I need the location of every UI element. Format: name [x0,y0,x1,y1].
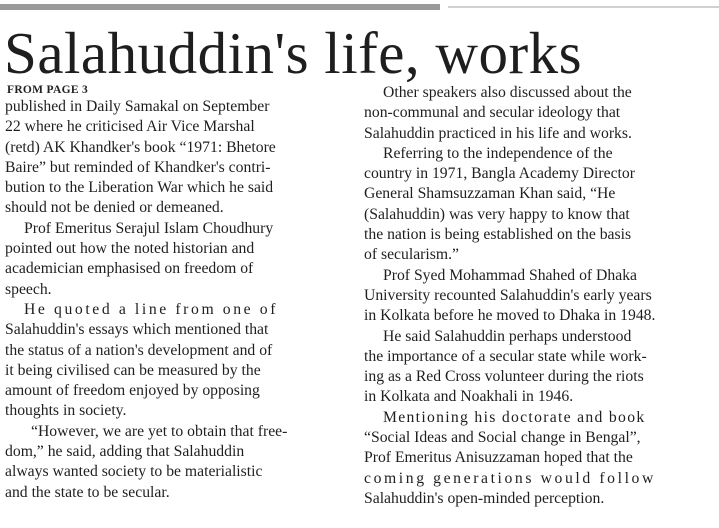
text-line: academician emphasised on freedom of [5,260,254,278]
text-line: the importance of a secular state while work- [364,347,647,365]
text-line: Baire” but reminded of Khandker's contri- [5,158,271,176]
text-line: Mentioning his doctorate and book [383,408,646,426]
text-line: and the state to be secular. [5,483,170,501]
text-line: non-communal and secular ideology that [364,104,621,122]
text-line: Prof Emeritus Anisuzzaman hoped that the [364,449,633,467]
text-line: coming generations would follow [364,469,656,487]
text-line: bution to the Liberation War which he said [5,179,274,197]
top-rule [0,4,440,10]
top-rule-thin [448,6,719,8]
text-line: Prof Emeritus Serajul Islam Choudhury [24,219,274,237]
text-line: “However, we are yet to obtain that free- [31,422,288,440]
text-line: (retd) AK Khandker's book “1971: Bhetore [5,138,276,156]
text-line: should not be denied or demeaned. [5,199,224,217]
headline: Salahuddin's life, works [4,20,583,86]
text-line: General Shamsuzzaman Khan said, “He [364,185,616,203]
left-column [5,97,345,503]
text-line: the status of a nation's development and of [5,341,273,359]
text-line: “Social Ideas and Social change in Bengal”, [364,429,641,447]
text-line: speech. [5,280,52,298]
text-line: 22 where he criticised Air Vice Marshal [5,118,255,136]
text-line: country in 1971, Bangla Academy Director [364,165,635,183]
text-line: Other speakers also discussed about the [383,84,632,101]
text-line: dom,” he said, adding that Salahuddin [5,443,245,461]
right-column [364,83,705,509]
continued-from-label: FROM PAGE 3 [7,84,89,96]
text-line: amount of freedom enjoyed by opposing [5,382,260,400]
text-line: Salahuddin's open-minded perception. [364,489,605,507]
text-line: Salahuddin practiced in his life and works. [364,124,632,142]
text-line: in Kolkata before he moved to Dhaka in 1948. [364,307,656,325]
text-line: the nation is being established on the basis [364,226,632,244]
text-line: ing as a Red Cross volunteer during the riots [364,368,644,386]
text-line: it being civilised can be measured by the [5,361,261,379]
text-line: He quoted a line from one of [24,300,279,318]
text-line: pointed out how the noted historian and [5,240,255,258]
text-line: published in Daily Samakal on September [5,98,270,115]
text-line: always wanted society to be materialistic [5,463,263,481]
text-line: thoughts in society. [5,402,127,420]
text-line: Prof Syed Mohammad Shahed of Dhaka [383,266,638,284]
text-line: University recounted Salahuddin's early years [364,286,652,304]
text-line: (Salahuddin) was very happy to know that [364,205,630,223]
text-line: Salahuddin's essays which mentioned that [5,321,269,339]
text-line: He said Salahuddin perhaps understood [383,327,632,345]
text-line: in Kolkata and Noakhali in 1946. [364,388,574,406]
text-line: Referring to the independence of the [383,144,613,162]
text-line: of secularism.” [364,246,459,264]
